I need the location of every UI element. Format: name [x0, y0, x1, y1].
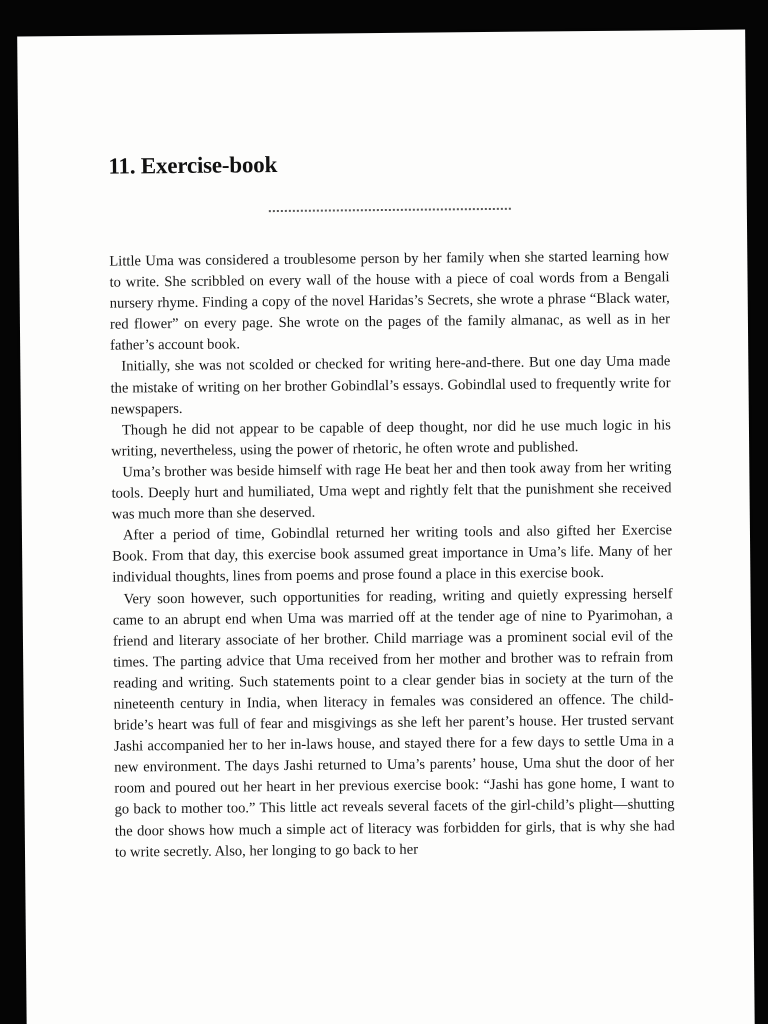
paragraph: Uma’s brother was beside himself with rage He beat her and then took away from her writing tools. Deeply hurt and humiliated, Uma wept and rightly felt that the punishment she received was much more than she deserved. [111, 459, 672, 523]
body-text [109, 246, 675, 863]
dotted-divider [269, 208, 511, 212]
book-page [17, 30, 755, 1024]
chapter-title: 11. Exercise-book [108, 152, 278, 179]
paragraph: After a period of time, Gobindlal returned her writing tools and also gifted her Exercise Book. From that day, this exercise book assumed great importance in Uma’s life. Many of her individual thoughts, lines from poems and prose found a place in this exercise book. [112, 522, 673, 587]
paragraph: Very soon however, such opportunities for reading, writing and quietly expressing herself came to an abrupt end when Uma was married off at the tender age of nine to Pyarimohan, a friend and literary associate of her brother. Child marriage was a prominent social evil of the times. The parting advice that Uma received from her mother and brother was to refrain from reading and writing. Such statements point to a clear gender bias in society at the turn of the nineteenth century in India, when literacy in females was considered an offence. The child-bride’s heart was full of fear and misgivings as she left her parent’s house. Her trusted servant Jashi accompanied her to her in-laws house, and stayed there for a few days to settle Uma in a new environment. The days Jashi returned to Uma’s parents’ house, Uma shut the door of her room and poured out her heart in her previous exercise book: “Jashi has gone home, I want to go back to mother too.” This little act reveals several facets of the girl-child’s plight—shutting the door shows how much a simple act of literacy was forbidden for girls, that is why she had to write secretly. Also, her longing to go back to her [112, 585, 675, 861]
paragraph: Though he did not appear to be capable of deep thought, nor did he use much logic in his writing, nevertheless, using the power of rhetoric, he often wrote and published. [111, 417, 672, 460]
paragraph: Initially, she was not scolded or checked for writing here-and-there. But one day Uma made the mistake of writing on her brother Gobindlal’s essays. Gobindlal used to frequently write for newspapers. [110, 353, 671, 418]
paragraph: Little Uma was considered a troublesome person by her family when she started learning how to write. She scribbled on every wall of the house with a piece of coal words from a Bengali nursery rhyme. Finding a copy of the novel Haridas’s Secrets, she wrote a phrase “Black water, red flower” on every page. She wrote on the pages of the family almanac, as well as in her father’s account book. [109, 248, 670, 355]
